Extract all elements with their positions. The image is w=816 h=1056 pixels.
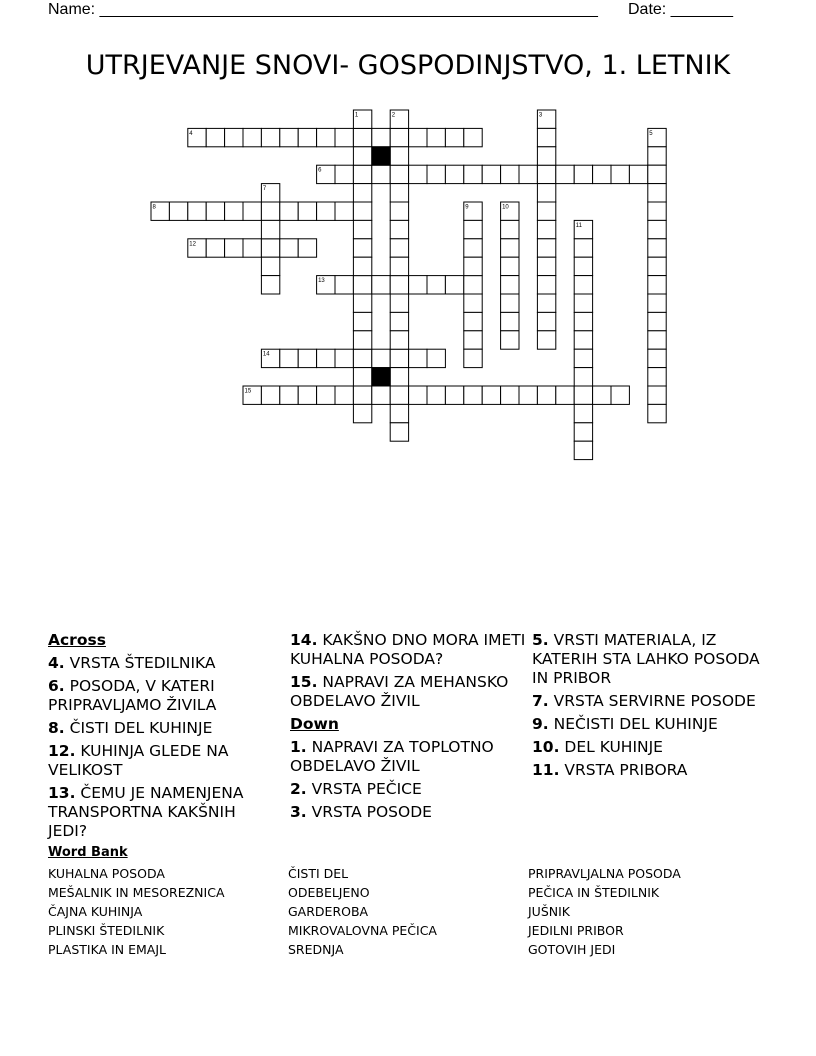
crossword-clue-number: 13 bbox=[318, 278, 325, 285]
crossword-cell bbox=[409, 128, 427, 146]
crossword-cell bbox=[390, 312, 408, 330]
crossword-cell bbox=[611, 386, 629, 404]
crossword-cell bbox=[648, 184, 666, 202]
word-bank-item: ODEBELJENO bbox=[288, 885, 370, 900]
word-bank-item: GARDEROBA bbox=[288, 904, 369, 919]
crossword-cell bbox=[353, 312, 371, 330]
crossword-cell bbox=[574, 386, 592, 404]
crossword-cell bbox=[206, 202, 224, 220]
crossword-cell bbox=[353, 294, 371, 312]
crossword-cell bbox=[648, 276, 666, 294]
crossword-cell bbox=[464, 165, 482, 183]
crossword-cell bbox=[501, 312, 519, 330]
crossword-cell bbox=[537, 257, 555, 275]
crossword-cell bbox=[353, 184, 371, 202]
crossword-cell bbox=[335, 276, 353, 294]
crossword-cell bbox=[537, 128, 555, 146]
crossword-cell bbox=[574, 368, 592, 386]
crossword-cell bbox=[501, 386, 519, 404]
crossword-cell bbox=[574, 441, 592, 459]
crossword-cell bbox=[280, 128, 298, 146]
name-line: Name: ________________________________________________________ bbox=[48, 1, 598, 18]
clue-down-9: 9. NEČISTI DEL KUHINJE bbox=[532, 715, 718, 733]
crossword-cell bbox=[574, 404, 592, 422]
crossword-cell bbox=[335, 386, 353, 404]
crossword-cell bbox=[537, 331, 555, 349]
clue-down-1: 1. NAPRAVI ZA TOPLOTNO OBDELAVO ŽIVIL bbox=[290, 738, 494, 775]
crossword-cell bbox=[445, 128, 463, 146]
crossword-clue-number: 11 bbox=[575, 222, 582, 229]
crossword-clue-number: 1 bbox=[354, 112, 359, 119]
crossword-cell bbox=[648, 294, 666, 312]
crossword-cell bbox=[353, 386, 371, 404]
clue-across-6: 6. POSODA, V KATERI PRIPRAVLJAMO ŽIVILA bbox=[48, 677, 217, 714]
crossword-cell bbox=[225, 202, 243, 220]
crossword-cell bbox=[409, 165, 427, 183]
clue-down-3: 3. VRSTA POSODE bbox=[290, 803, 432, 821]
crossword-cell bbox=[372, 386, 390, 404]
crossword-cell bbox=[427, 386, 445, 404]
crossword-cell bbox=[445, 276, 463, 294]
crossword-clue-number: 10 bbox=[502, 204, 509, 211]
crossword-clue-number: 8 bbox=[152, 204, 156, 211]
crossword-cell bbox=[353, 220, 371, 238]
clue-across-13: 13. ČEMU JE NAMENJENA TRANSPORTNA KAKŠNIH JEDI? bbox=[48, 784, 244, 840]
crossword-clue-number: 14 bbox=[262, 351, 270, 358]
crossword-cell bbox=[409, 276, 427, 294]
crossword-cell bbox=[648, 202, 666, 220]
crossword-cell bbox=[335, 202, 353, 220]
crossword-clue-number: 4 bbox=[189, 130, 193, 137]
crossword-cell bbox=[482, 386, 500, 404]
crossword-cell bbox=[261, 257, 279, 275]
crossword-cell bbox=[574, 331, 592, 349]
crossword-cell bbox=[464, 276, 482, 294]
crossword-cell bbox=[537, 184, 555, 202]
crossword-cell bbox=[261, 128, 279, 146]
crossword-cell bbox=[519, 165, 537, 183]
word-bank-item: PEČICA IN ŠTEDILNIK bbox=[528, 885, 660, 900]
crossword-cell bbox=[225, 128, 243, 146]
crossword-cell bbox=[390, 331, 408, 349]
crossword-cell bbox=[353, 404, 371, 422]
crossword-cell bbox=[353, 349, 371, 367]
clue-down-7: 7. VRSTA SERVIRNE POSODE bbox=[532, 692, 756, 710]
crossword-clue-number: 3 bbox=[538, 112, 543, 119]
crossword-cell bbox=[537, 147, 555, 165]
crossword-cell bbox=[464, 239, 482, 257]
crossword-cell bbox=[390, 386, 408, 404]
crossword-cell bbox=[593, 386, 611, 404]
crossword-cell bbox=[501, 276, 519, 294]
crossword-cell bbox=[574, 423, 592, 441]
crossword-cell bbox=[501, 239, 519, 257]
crossword-cell bbox=[537, 239, 555, 257]
crossword-cell bbox=[648, 165, 666, 183]
crossword-cell bbox=[390, 239, 408, 257]
crossword-cell bbox=[537, 220, 555, 238]
clue-down-5: 5. VRSTI MATERIALA, IZ KATERIH STA LAHKO POSODA IN PRIBOR bbox=[532, 631, 760, 687]
crossword-cell bbox=[261, 239, 279, 257]
word-bank-column-3 bbox=[528, 864, 681, 959]
crossword-clue-number: 2 bbox=[391, 112, 396, 119]
crossword-cell bbox=[298, 128, 316, 146]
crossword-cell bbox=[574, 294, 592, 312]
crossword-cell bbox=[648, 312, 666, 330]
crossword-cell bbox=[372, 128, 390, 146]
crossword-cell bbox=[390, 202, 408, 220]
crossword-cell bbox=[445, 386, 463, 404]
crossword-cell bbox=[464, 349, 482, 367]
crossword-cell bbox=[353, 368, 371, 386]
crossword-cell bbox=[390, 257, 408, 275]
crossword-cell bbox=[353, 276, 371, 294]
crossword-cell bbox=[372, 165, 390, 183]
crossword-cell bbox=[206, 239, 224, 257]
word-bank-item: ČISTI DEL bbox=[288, 866, 349, 881]
crossword-cell bbox=[353, 331, 371, 349]
crossword-cell bbox=[298, 239, 316, 257]
crossword-cell bbox=[427, 128, 445, 146]
across-heading: Across bbox=[48, 631, 106, 649]
crossword-cell bbox=[353, 165, 371, 183]
word-bank-column-1 bbox=[48, 864, 225, 959]
crossword-cell bbox=[243, 202, 261, 220]
crossword-cell bbox=[261, 276, 279, 294]
crossword-cell bbox=[298, 349, 316, 367]
crossword-cell bbox=[482, 165, 500, 183]
page-title: UTRJEVANJE SNOVI- GOSPODINJSTVO, 1. LETNIK bbox=[85, 50, 731, 81]
crossword-cell bbox=[556, 165, 574, 183]
crossword-cell bbox=[648, 239, 666, 257]
crossword-cell bbox=[648, 404, 666, 422]
crossword-cell bbox=[261, 386, 279, 404]
crossword-cell bbox=[501, 257, 519, 275]
clue-across-12: 12. KUHINJA GLEDE NA VELIKOST bbox=[48, 742, 229, 779]
crossword-cell bbox=[261, 220, 279, 238]
crossword-cell bbox=[537, 312, 555, 330]
word-bank-column-2 bbox=[288, 864, 437, 959]
crossword-cell bbox=[427, 276, 445, 294]
crossword-cell bbox=[390, 165, 408, 183]
crossword-cell bbox=[188, 202, 206, 220]
crossword-cell bbox=[519, 386, 537, 404]
clues-column-2 bbox=[290, 631, 526, 826]
crossword-cell bbox=[353, 239, 371, 257]
crossword-cell bbox=[409, 386, 427, 404]
crossword-cell bbox=[574, 349, 592, 367]
crossword-cell bbox=[537, 202, 555, 220]
crossword-clue-number: 12 bbox=[189, 241, 196, 248]
crossword-cell bbox=[335, 128, 353, 146]
crossword-cell bbox=[390, 423, 408, 441]
crossword-cell bbox=[353, 147, 371, 165]
crossword-cell bbox=[501, 331, 519, 349]
crossword-cell bbox=[445, 165, 463, 183]
crossword-cell bbox=[317, 349, 335, 367]
crossword-cell bbox=[317, 202, 335, 220]
word-bank-item: JEDILNI PRIBOR bbox=[528, 923, 624, 938]
crossword-cell bbox=[501, 165, 519, 183]
crossword-cell bbox=[648, 220, 666, 238]
crossword-clue-number: 15 bbox=[244, 388, 252, 395]
crossword-cell bbox=[390, 184, 408, 202]
word-bank-item: MEŠALNIK IN MESOREZNICA bbox=[48, 885, 225, 900]
word-bank-item: GOTOVIH JEDI bbox=[528, 942, 616, 957]
clue-across-8: 8. ČISTI DEL KUHINJE bbox=[48, 719, 213, 737]
crossword-cell bbox=[390, 147, 408, 165]
crossword-cell bbox=[464, 220, 482, 238]
crossword-cell bbox=[427, 165, 445, 183]
crossword-clue-number: 6 bbox=[318, 167, 322, 174]
crossword-cell bbox=[390, 368, 408, 386]
crossword-cell bbox=[574, 276, 592, 294]
crossword-cell bbox=[648, 386, 666, 404]
crossword-cell bbox=[298, 386, 316, 404]
crossword-cell bbox=[206, 128, 224, 146]
word-bank-item: MIKROVALOVNA PEČICA bbox=[288, 923, 437, 938]
crossword-cell bbox=[537, 165, 555, 183]
clue-across-4: 4. VRSTA ŠTEDILNIKA bbox=[48, 654, 216, 672]
crossword-cell bbox=[372, 276, 390, 294]
crossword-cell bbox=[574, 165, 592, 183]
crossword-cell bbox=[537, 294, 555, 312]
crossword-cell bbox=[243, 239, 261, 257]
crossword-cell bbox=[427, 349, 445, 367]
word-bank-heading: Word Bank bbox=[48, 845, 128, 860]
crossword-cell bbox=[556, 386, 574, 404]
crossword-cell bbox=[611, 165, 629, 183]
crossword-cell bbox=[390, 276, 408, 294]
clue-down-10: 10. DEL KUHINJE bbox=[532, 738, 663, 756]
crossword-cell bbox=[225, 239, 243, 257]
crossword-cell bbox=[464, 294, 482, 312]
word-bank-item: SREDNJA bbox=[288, 942, 344, 957]
date-line: Date: _______ bbox=[628, 1, 733, 18]
crossword-cell bbox=[390, 220, 408, 238]
word-bank-item: PLINSKI ŠTEDILNIK bbox=[48, 923, 165, 938]
crossword-cell bbox=[464, 312, 482, 330]
crossword-clue-number: 5 bbox=[649, 130, 653, 137]
crossword-cell bbox=[409, 349, 427, 367]
crossword-cell bbox=[169, 202, 187, 220]
crossword-cell bbox=[335, 349, 353, 367]
crossword-cell bbox=[261, 202, 279, 220]
crossword-cell bbox=[280, 349, 298, 367]
crossword-cell bbox=[574, 257, 592, 275]
crossword-cell bbox=[648, 331, 666, 349]
word-bank-item: KUHALNA POSODA bbox=[48, 866, 165, 881]
clues-column-1 bbox=[48, 631, 276, 845]
word-bank-item: PRIPRAVLJALNA POSODA bbox=[528, 866, 681, 881]
crossword-cell bbox=[353, 257, 371, 275]
crossword-cell bbox=[501, 294, 519, 312]
crossword-cell bbox=[280, 202, 298, 220]
crossword-cell bbox=[648, 147, 666, 165]
crossword-cell bbox=[501, 220, 519, 238]
crossword-clue-number: 9 bbox=[465, 204, 469, 211]
crossword-cell bbox=[372, 349, 390, 367]
crossword-cell bbox=[648, 368, 666, 386]
crossword-cell bbox=[574, 312, 592, 330]
clues-column-3 bbox=[532, 631, 764, 784]
down-heading: Down bbox=[290, 715, 339, 733]
crossword-cell bbox=[464, 257, 482, 275]
word-bank-item: PLASTIKA IN EMAJL bbox=[48, 942, 166, 957]
crossword-cell bbox=[390, 404, 408, 422]
word-bank-item: JUŠNIK bbox=[528, 904, 571, 919]
clue-across-15: 15. NAPRAVI ZA MEHANSKO OBDELAVO ŽIVIL bbox=[290, 673, 509, 710]
crossword-cell bbox=[335, 165, 353, 183]
crossword-cell bbox=[390, 128, 408, 146]
crossword-cell bbox=[317, 386, 335, 404]
crossword-cell bbox=[298, 202, 316, 220]
clue-down-11: 11. VRSTA PRIBORA bbox=[532, 761, 688, 779]
crossword-cell bbox=[537, 386, 555, 404]
crossword-cell bbox=[464, 331, 482, 349]
crossword-cell bbox=[353, 202, 371, 220]
crossword-cell bbox=[317, 128, 335, 146]
clue-across-14: 14. KAKŠNO DNO MORA IMETI KUHALNA POSODA? bbox=[290, 631, 526, 668]
crossword-cell bbox=[648, 257, 666, 275]
crossword-cell bbox=[648, 349, 666, 367]
crossword-cell bbox=[280, 239, 298, 257]
crossword-cell bbox=[390, 294, 408, 312]
crossword-black-cell bbox=[372, 368, 390, 386]
crossword-cell bbox=[464, 386, 482, 404]
word-bank-item: ČAJNA KUHINJA bbox=[48, 904, 143, 919]
crossword-cell bbox=[537, 276, 555, 294]
crossword-cell bbox=[593, 165, 611, 183]
crossword-black-cell bbox=[372, 147, 390, 165]
crossword-cell bbox=[353, 128, 371, 146]
crossword-cell bbox=[243, 128, 261, 146]
crossword-cell bbox=[280, 386, 298, 404]
crossword-cell bbox=[574, 239, 592, 257]
crossword-cell bbox=[629, 165, 647, 183]
crossword-cell bbox=[464, 128, 482, 146]
crossword-clue-number: 7 bbox=[262, 186, 267, 193]
crossword-cell bbox=[390, 349, 408, 367]
clue-down-2: 2. VRSTA PEČICE bbox=[290, 780, 422, 798]
